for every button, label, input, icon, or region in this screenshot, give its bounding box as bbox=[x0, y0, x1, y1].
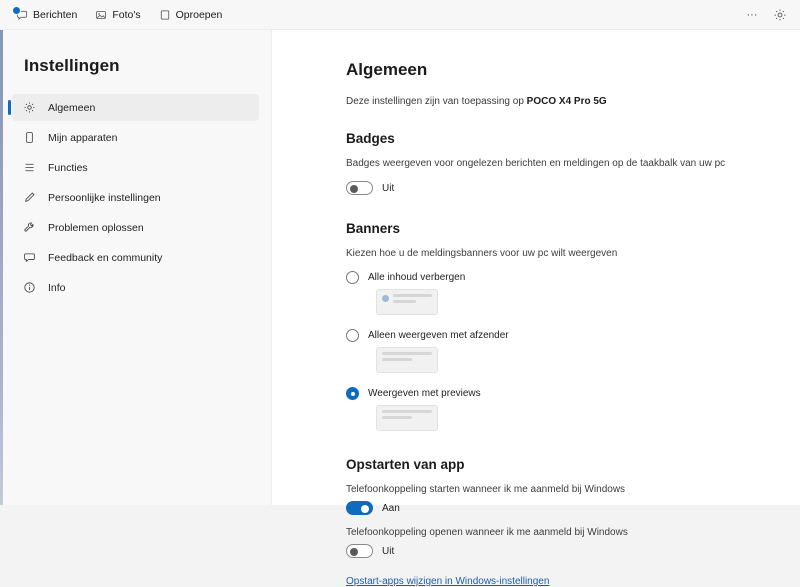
badges-toggle-label: Uit bbox=[382, 182, 395, 194]
applies-prefix: Deze instellingen zijn van toepassing op bbox=[346, 96, 527, 107]
badges-description: Badges weergeven voor ongelezen berichten en meldingen op de taakbalk van uw pc bbox=[346, 158, 726, 169]
chat-icon bbox=[22, 251, 36, 265]
section-banners bbox=[346, 221, 760, 431]
preview-avatar bbox=[382, 295, 389, 302]
startup-open-toggle[interactable] bbox=[346, 544, 373, 558]
banners-description: Kiezen hoe u de meldingsbanners voor uw pc wilt weergeven bbox=[346, 248, 618, 259]
device-name: POCO X4 Pro 5G bbox=[526, 96, 607, 107]
wrench-icon bbox=[22, 221, 36, 235]
banner-option-label: Weergeven met previews bbox=[368, 388, 481, 399]
preview-line bbox=[382, 410, 432, 413]
windows-startup-apps-link[interactable]: Opstart-apps wijzigen in Windows-instellingen bbox=[346, 576, 550, 587]
section-app-startup bbox=[346, 457, 760, 587]
sidebar-item-label: Mijn apparaten bbox=[48, 131, 118, 144]
sidebar-title: Instellingen bbox=[24, 56, 120, 75]
toggle-knob bbox=[350, 185, 358, 193]
startup-setting1-label: Telefoonkoppeling starten wanneer ik me aanmeld bij Windows bbox=[346, 484, 626, 495]
title-bar-actions bbox=[744, 7, 792, 23]
startup-setting2-toggle-row[interactable] bbox=[346, 544, 760, 558]
banner-option-hide-all[interactable] bbox=[346, 271, 760, 284]
applies-to-text bbox=[346, 96, 760, 107]
banner-option-with-previews[interactable] bbox=[346, 387, 760, 400]
sidebar-item-problemen-oplossen[interactable] bbox=[12, 214, 259, 241]
tab-oproepen[interactable] bbox=[151, 5, 231, 25]
pen-icon bbox=[22, 191, 36, 205]
window-body bbox=[0, 30, 800, 587]
sidebar-item-label: Algemeen bbox=[48, 101, 96, 114]
preview-line bbox=[382, 358, 412, 361]
photo-icon bbox=[95, 9, 107, 21]
sidebar-item-algemeen[interactable] bbox=[12, 94, 259, 121]
section-badges bbox=[346, 131, 760, 195]
toggle-knob bbox=[361, 505, 369, 513]
tab-label: Oproepen bbox=[175, 8, 223, 21]
phone-icon bbox=[22, 131, 36, 145]
sidebar-item-label: Problemen oplossen bbox=[48, 221, 144, 234]
info-icon bbox=[22, 281, 36, 295]
gear-icon[interactable] bbox=[772, 7, 788, 23]
startup-setting2-label: Telefoonkoppeling openen wanneer ik me aanmeld bij Windows bbox=[346, 527, 628, 538]
banners-title: Banners bbox=[346, 221, 401, 236]
sidebar-item-label: Feedback en community bbox=[48, 251, 163, 264]
preview-line bbox=[393, 300, 416, 303]
desktop-edge-strip bbox=[0, 0, 3, 505]
page-title: Algemeen bbox=[346, 60, 428, 79]
radio-button[interactable] bbox=[346, 329, 359, 342]
sidebar-item-label: Persoonlijke instellingen bbox=[48, 191, 161, 204]
tab-label: Berichten bbox=[33, 8, 78, 21]
settings-sidebar bbox=[0, 30, 272, 505]
sidebar-item-persoonlijke-instellingen[interactable] bbox=[12, 184, 259, 211]
banner-option-label: Alleen weergeven met afzender bbox=[368, 330, 509, 341]
startup-launch-toggle[interactable] bbox=[346, 501, 373, 515]
banner-preview-sender-only bbox=[376, 347, 438, 373]
toggle-knob bbox=[350, 548, 358, 556]
tab-label: Foto's bbox=[112, 8, 141, 21]
sidebar-item-label: Functies bbox=[48, 161, 88, 174]
startup-setting2-toggle-label: Uit bbox=[382, 545, 395, 557]
phone-icon bbox=[159, 9, 171, 21]
gear-icon bbox=[22, 101, 36, 115]
title-bar bbox=[0, 0, 800, 30]
preview-line bbox=[393, 294, 432, 297]
banner-preview-hide-all bbox=[376, 289, 438, 315]
preview-line bbox=[382, 416, 412, 419]
more-options-icon[interactable]: ··· bbox=[746, 8, 758, 21]
sidebar-item-mijn-apparaten[interactable] bbox=[12, 124, 259, 151]
sidebar-nav bbox=[0, 94, 271, 301]
badges-toggle-row[interactable] bbox=[346, 181, 760, 195]
sidebar-item-functies[interactable] bbox=[12, 154, 259, 181]
badges-toggle[interactable] bbox=[346, 181, 373, 195]
radio-button[interactable] bbox=[346, 387, 359, 400]
preview-line bbox=[382, 352, 432, 355]
radio-button[interactable] bbox=[346, 271, 359, 284]
banners-radio-group bbox=[346, 271, 760, 431]
preview-lines bbox=[393, 294, 432, 303]
settings-content bbox=[272, 30, 800, 587]
startup-title: Opstarten van app bbox=[346, 457, 465, 472]
unread-badge bbox=[12, 6, 21, 15]
tab-berichten[interactable] bbox=[8, 5, 85, 25]
banner-preview-with-previews bbox=[376, 405, 438, 431]
badges-title: Badges bbox=[346, 131, 395, 146]
banner-option-label: Alle inhoud verbergen bbox=[368, 272, 466, 283]
startup-setting1-toggle-row[interactable] bbox=[346, 501, 760, 515]
startup-setting1-toggle-label: Aan bbox=[382, 502, 400, 514]
sidebar-item-label: Info bbox=[48, 281, 66, 294]
sidebar-item-feedback-en-community[interactable] bbox=[12, 244, 259, 271]
tab-fotos[interactable] bbox=[87, 5, 148, 25]
tab-strip bbox=[8, 5, 230, 25]
list-icon bbox=[22, 161, 36, 175]
sidebar-item-info[interactable] bbox=[12, 274, 259, 301]
banner-option-sender-only[interactable] bbox=[346, 329, 760, 342]
